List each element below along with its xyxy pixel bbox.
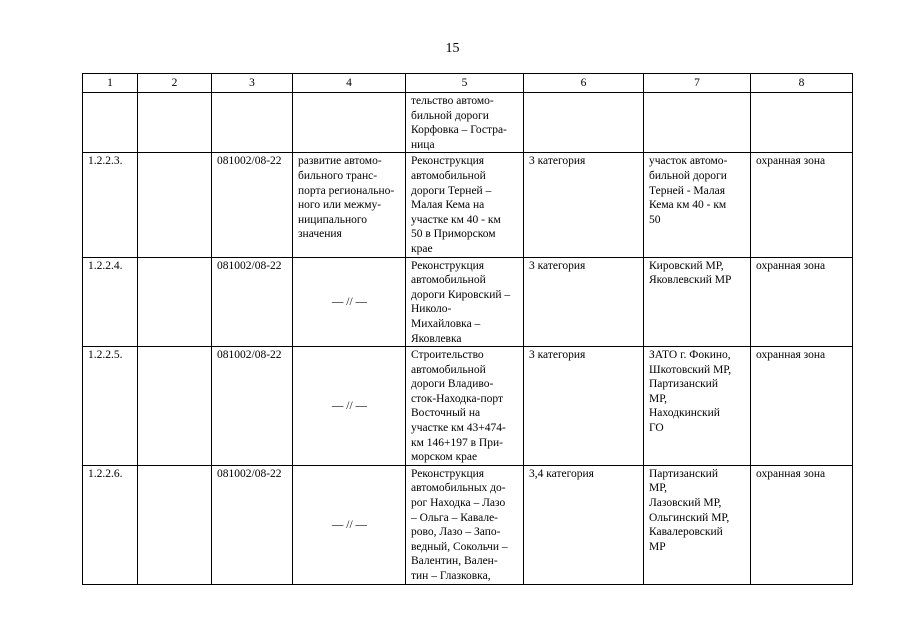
purpose-cell: развитие автомо- бильного транс- порта регионально- ного или межму- ниципального значения: [293, 153, 406, 257]
zone-cell: охранная зона: [751, 465, 853, 584]
row-number-cell: 1.2.2.5.: [83, 347, 138, 466]
table-row: [83, 153, 853, 257]
row-number-cell: 1.2.2.4.: [83, 257, 138, 347]
purpose-cell: — // —: [293, 465, 406, 584]
category-cell: 3 категория: [524, 153, 644, 257]
table-row: [83, 347, 853, 466]
table-row: [83, 93, 853, 153]
code-cell: 081002/08-22: [212, 347, 293, 466]
empty-cell: [138, 347, 212, 466]
location-cell: участок автомо- бильной дороги Терней - Малая Кема км 40 - км 50: [644, 153, 751, 257]
header-cell: 8: [751, 74, 853, 93]
location-cell: Кировский МР, Яковлевский МР: [644, 257, 751, 347]
category-cell: 3 категория: [524, 347, 644, 466]
zone-cell: охранная зона: [751, 257, 853, 347]
category-cell: 3 категория: [524, 257, 644, 347]
zone-cell: охранная зона: [751, 153, 853, 257]
code-cell: 081002/08-22: [212, 153, 293, 257]
purpose-cell: — // —: [293, 257, 406, 347]
object-name-cell: Реконструкция автомобильной дороги Кировский – Николо- Михайловка – Яковлевка: [406, 257, 524, 347]
location-cell: Партизанский МР, Лазовский МР, Ольгинский МР, Кавалеровский МР: [644, 465, 751, 584]
data-table: [82, 73, 853, 585]
header-cell: 6: [524, 74, 644, 93]
header-row: [83, 74, 853, 93]
object-name-cell: Реконструкция автомобильных до- рог Находка – Лазо – Ольга – Кавале- рово, Лазо – Запо- ведный, Сокольчи – Валентин, Вален- тин – Глазковка,: [406, 465, 524, 584]
category-cell: [524, 93, 644, 153]
code-cell: [212, 93, 293, 153]
object-name-cell: Реконструкция автомобильной дороги Терней – Малая Кема на участке км 40 - км 50 в Приморском крае: [406, 153, 524, 257]
row-number-cell: [83, 93, 138, 153]
header-cell: 2: [138, 74, 212, 93]
page-number: 15: [445, 41, 460, 56]
empty-cell: [138, 93, 212, 153]
empty-cell: [138, 257, 212, 347]
location-cell: [644, 93, 751, 153]
location-cell: ЗАТО г. Фокино, Шкотовский МР, Партизанский МР, Находкинский ГО: [644, 347, 751, 466]
empty-cell: [138, 153, 212, 257]
row-number-cell: 1.2.2.6.: [83, 465, 138, 584]
header-cell: 3: [212, 74, 293, 93]
header-cell: 4: [293, 74, 406, 93]
header-cell: 1: [83, 74, 138, 93]
table-row: [83, 465, 853, 584]
header-cell: 7: [644, 74, 751, 93]
zone-cell: охранная зона: [751, 347, 853, 466]
zone-cell: [751, 93, 853, 153]
row-number-cell: 1.2.2.3.: [83, 153, 138, 257]
code-cell: 081002/08-22: [212, 257, 293, 347]
header-cell: 5: [406, 74, 524, 93]
object-name-cell: Строительство автомобильной дороги Владиво- сток-Находка-порт Восточный на участке км 43+474- км 146+197 в При- морском крае: [406, 347, 524, 466]
purpose-cell: [293, 93, 406, 153]
object-name-cell: тельство автомо- бильной дороги Корфовка – Гостра- ница: [406, 93, 524, 153]
code-cell: 081002/08-22: [212, 465, 293, 584]
category-cell: 3,4 категория: [524, 465, 644, 584]
empty-cell: [138, 465, 212, 584]
table-row: [83, 257, 853, 347]
purpose-cell: — // —: [293, 347, 406, 466]
